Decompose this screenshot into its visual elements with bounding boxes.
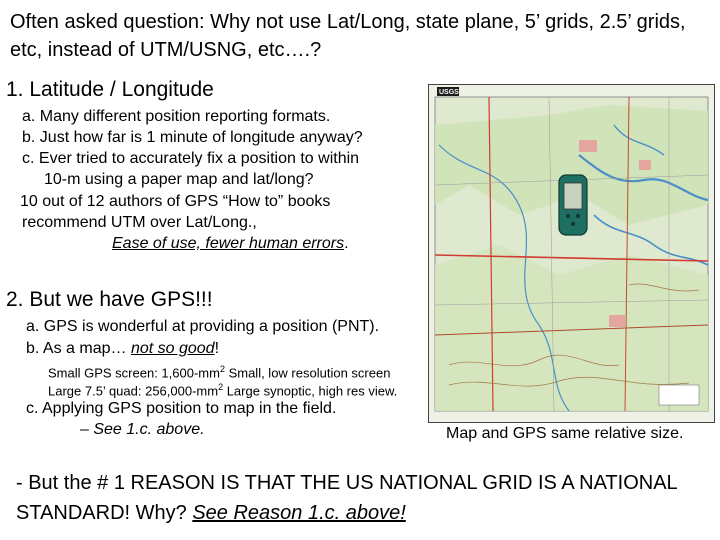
usgs-logo: USGS [439, 89, 459, 96]
section1-item-c-line2: 10-m using a paper map and lat/long? [44, 171, 314, 188]
section1-ease-line [112, 233, 349, 254]
topo-map-graphic [429, 85, 714, 422]
quad-map-desc: Large synoptic, high res view. [223, 383, 398, 399]
section2-item-a: a. GPS is wonderful at providing a position (PNT). [26, 318, 380, 335]
gps-screen-size-sup: 2 [219, 364, 225, 374]
map-caption: Map and GPS same relative size. [446, 425, 684, 442]
section1-item-a: a. Many different position reporting formats. [22, 108, 331, 125]
topo-map-image [428, 84, 715, 423]
ease-of-use-text: Ease of use, fewer human errors [112, 235, 345, 252]
not-so-good-text: not so good [130, 340, 215, 357]
section2-item-c-line1: c. Applying GPS position to map in the field. [26, 400, 337, 417]
see-reason-link-text: See Reason 1.c. above! [192, 502, 406, 524]
quad-map-size-text: Large 7.5’ quad: 256,000-mm [48, 383, 219, 399]
slide-title: Often asked question: Why not use Lat/Long, state plane, 5’ grids, 2.5’ grids, etc, instead of UTM/USNG, etc….? [10, 11, 686, 61]
section2-heading: 2. But we have GPS!!! [6, 288, 213, 311]
quad-map-size-sup: 2 [218, 382, 224, 392]
section2-item-c-line2: – See 1.c. above. [80, 421, 205, 438]
section1-heading: 1. Latitude / Longitude [6, 78, 214, 101]
gps-screen-desc: Small, low resolution screen [224, 365, 391, 381]
bottom-text: - But the # 1 REASON IS THAT THE US NATIONAL GRID IS A NATIONAL STANDARD! Why? [16, 472, 677, 524]
section1-item-c-line1: c. Ever tried to accurately fix a position to within [22, 150, 360, 167]
section1-books-line1: 10 out of 12 authors of GPS “How to” books [20, 193, 331, 210]
section2-item-b-prefix: b. As a map… [26, 340, 131, 357]
ease-period: . [344, 235, 349, 252]
quad-map-size-line [48, 378, 397, 400]
bottom-statement [16, 468, 716, 528]
section2-item-b-end: ! [214, 340, 220, 357]
section1-books-line2: recommend UTM over Lat/Long., [22, 214, 257, 231]
gps-screen-size-text: Small GPS screen: 1,600-mm [48, 365, 220, 381]
section2-item-b [26, 338, 219, 359]
gps-device-icon [559, 175, 587, 235]
section1-item-b: b. Just how far is 1 minute of longitude anyway? [22, 129, 363, 146]
